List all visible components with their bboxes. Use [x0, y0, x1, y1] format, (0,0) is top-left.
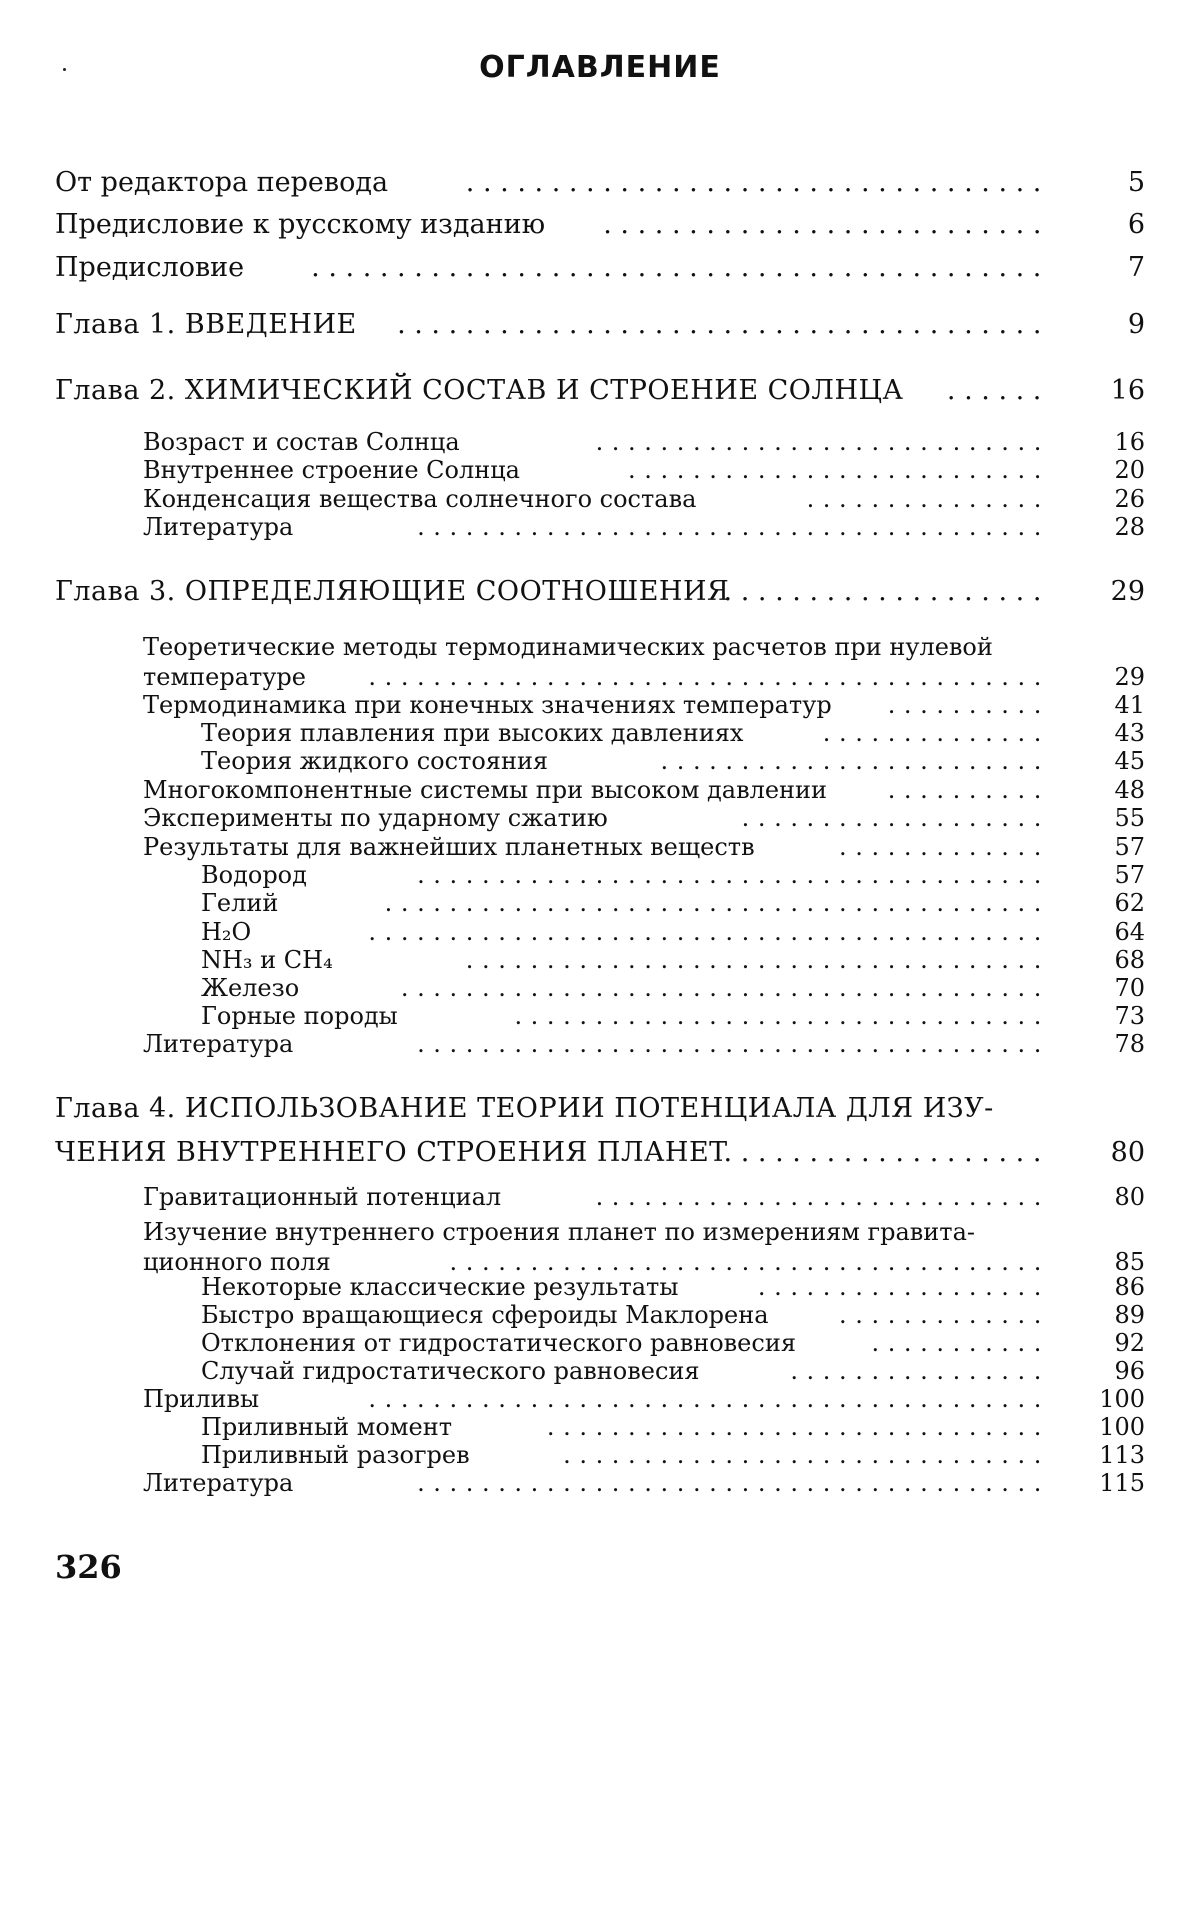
toc-entry[interactable] — [55, 512, 1145, 546]
toc-entry-page: 64 — [1114, 918, 1145, 946]
toc-entry-title: Некоторые классические результаты — [201, 1273, 679, 1301]
toc-entry-title: Термодинамика при конечных значениях температур — [143, 691, 832, 719]
toc-entry[interactable] — [55, 168, 1145, 202]
page-title: ОГЛАВЛЕНИЕ — [479, 50, 721, 85]
toc-entry-page: 62 — [1114, 889, 1145, 917]
toc-entry-title: Теория плавления при высоких давлениях — [201, 719, 744, 747]
dot-leader: ................................. — [514, 1002, 1050, 1030]
dot-leader: ................... — [723, 1138, 1050, 1168]
dot-leader: ................... — [741, 804, 1050, 832]
toc-entry-title: Внутреннее строение Солнца — [143, 456, 520, 484]
toc-entry-title: Литература — [143, 1030, 294, 1058]
dot-leader: ..................................... — [449, 1248, 1050, 1276]
dot-leader: ............... — [806, 485, 1050, 513]
toc-entry-page: 5 — [1127, 167, 1145, 198]
dot-leader: ......................................... — [384, 889, 1050, 917]
toc-entry[interactable] — [55, 1029, 1145, 1063]
toc-entry-page: 115 — [1099, 1469, 1145, 1497]
dot-leader: ....................................... — [417, 1030, 1050, 1058]
toc-entry-title: Глава 3. ОПРЕДЕЛЯЮЩИЕ СООТНОШЕНИЯ — [55, 576, 730, 607]
toc-entry-page: 80 — [1114, 1183, 1145, 1211]
toc-entry-page: 16 — [1114, 428, 1145, 456]
dot-leader: ............................ — [595, 428, 1050, 456]
dot-leader: ........................................... — [311, 253, 1050, 283]
toc-entry-page: 16 — [1110, 375, 1145, 406]
toc-entry-page: 92 — [1114, 1329, 1145, 1357]
dot-leader: .............................. — [563, 1441, 1050, 1469]
toc-entry-page: 89 — [1114, 1301, 1145, 1329]
toc-entry-title: Теория жидкого состояния — [201, 747, 549, 775]
dot-leader: ...................................... — [397, 310, 1050, 340]
toc-entry-title: Возраст и состав Солнца — [143, 428, 460, 456]
toc-entry-title: Глава 4. ИСПОЛЬЗОВАНИЕ ТЕОРИИ ПОТЕНЦИАЛА ДЛЯ ИЗУ- — [55, 1093, 994, 1124]
toc-entry-title: Приливный момент — [201, 1413, 453, 1441]
toc-entry[interactable] — [55, 1217, 1145, 1276]
toc-entry-page: 85 — [1114, 1248, 1145, 1276]
dot-leader: ............................... — [546, 1413, 1050, 1441]
toc-entry-page: 78 — [1114, 1030, 1145, 1058]
toc-entry-page: 68 — [1114, 946, 1145, 974]
toc-entry-title: Быстро вращающиеся сфероиды Маклорена — [201, 1301, 769, 1329]
toc-entry-title: Приливы — [143, 1385, 260, 1413]
dot-leader: ............. — [839, 1301, 1050, 1329]
toc-entry[interactable] — [55, 310, 1145, 344]
dot-leader: ................... — [723, 577, 1050, 607]
toc-entry-title: Глава 2. ХИМИЧЕСКИЙ СОСТАВ И СТРОЕНИЕ СОЛНЦА — [55, 375, 904, 406]
toc-entry-page: 20 — [1114, 456, 1145, 484]
toc-entry-page: 80 — [1110, 1137, 1145, 1168]
toc-entry-page: 7 — [1127, 252, 1145, 283]
dot-leader: .......... — [887, 691, 1050, 719]
dot-leader: .......................................... — [368, 918, 1050, 946]
toc-entry-title: Литература — [143, 513, 294, 541]
dot-leader: ........................................ — [400, 974, 1050, 1002]
toc-entry-page: 48 — [1114, 776, 1145, 804]
dot-leader: ............. — [839, 833, 1050, 861]
toc-entry-page: 57 — [1114, 833, 1145, 861]
toc-entry-title-continued: температуре — [143, 663, 306, 691]
toc-entry[interactable] — [55, 1182, 1145, 1216]
toc-entry-title: Гравитационный потенциал — [143, 1183, 502, 1211]
toc-entry-page: 29 — [1110, 576, 1145, 607]
toc-entry-page: 100 — [1099, 1385, 1145, 1413]
toc-entry-page: 41 — [1114, 691, 1145, 719]
toc-entry-title: Эксперименты по ударному сжатию — [143, 804, 608, 832]
toc-entry-title: От редактора перевода — [55, 167, 389, 198]
print-speck — [63, 68, 66, 71]
toc-entry[interactable] — [55, 253, 1145, 287]
toc-entry-page: 28 — [1114, 513, 1145, 541]
dot-leader: .................................. — [465, 168, 1050, 198]
dot-leader: .......................... — [603, 210, 1050, 240]
toc-entry-title: Глава 1. ВВЕДЕНИЕ — [55, 309, 357, 340]
toc-entry-title: Отклонения от гидростатического равновесия — [201, 1329, 796, 1357]
toc-entry-title: Конденсация вещества солнечного состава — [143, 485, 697, 513]
toc-entry[interactable] — [55, 577, 1145, 611]
dot-leader: ............................ — [595, 1183, 1050, 1211]
page-number: 326 — [55, 1548, 122, 1586]
toc-entry-title: Многокомпонентные системы при высоком давлении — [143, 776, 828, 804]
toc-entry[interactable] — [55, 210, 1145, 244]
dot-leader: .......... — [887, 776, 1050, 804]
dot-leader: .......................... — [628, 456, 1050, 484]
toc-entry-page: 9 — [1127, 309, 1145, 340]
toc-entry-title: Случай гидростатического равновесия — [201, 1357, 700, 1385]
dot-leader: .............. — [822, 719, 1050, 747]
toc-entry-title: Гелий — [201, 889, 279, 917]
toc-entry-title: Водород — [201, 861, 307, 889]
toc-entry-title: H₂O — [201, 918, 252, 946]
dot-leader: ....................................... — [417, 861, 1050, 889]
dot-leader: .......................................... — [368, 1385, 1050, 1413]
dot-leader: ...... — [946, 376, 1050, 406]
toc-entry-page: 29 — [1114, 663, 1145, 691]
toc-entry-page: 100 — [1099, 1413, 1145, 1441]
toc-entry-title-continued: ционного поля — [143, 1248, 331, 1276]
dot-leader: .................. — [757, 1273, 1050, 1301]
toc-entry-title: Приливный разогрев — [201, 1441, 470, 1469]
dot-leader: .......................................... — [368, 663, 1050, 691]
toc-entry-page: 26 — [1114, 485, 1145, 513]
toc-entry-title: Литература — [143, 1469, 294, 1497]
toc-entry-page: 113 — [1099, 1441, 1145, 1469]
toc-entry-page: 57 — [1114, 861, 1145, 889]
toc-entry-page: 86 — [1114, 1273, 1145, 1301]
toc-entry-title: NH₃ и CH₄ — [201, 946, 333, 974]
toc-entry-page: 6 — [1127, 209, 1145, 240]
toc-entry-title: Результаты для важнейших планетных веществ — [143, 833, 755, 861]
toc-entry-title: Железо — [201, 974, 300, 1002]
toc-entry[interactable] — [55, 376, 1145, 410]
toc-entry[interactable] — [55, 632, 1145, 691]
toc-entry-title: Предисловие — [55, 252, 245, 283]
toc-entry-page: 43 — [1114, 719, 1145, 747]
dot-leader: ........................ — [660, 747, 1050, 775]
dot-leader: ....................................... — [417, 1469, 1050, 1497]
toc-entry-page: 55 — [1114, 804, 1145, 832]
toc-entry-page: 96 — [1114, 1357, 1145, 1385]
dot-leader: ................ — [790, 1357, 1050, 1385]
toc-entry[interactable] — [55, 1468, 1145, 1502]
toc-entry-title: Изучение внутреннего строения планет по измерениям гравита- — [143, 1218, 975, 1246]
toc-entry-title: Теоретические методы термодинамических расчетов при нулевой — [143, 633, 993, 661]
dot-leader: .................................... — [465, 946, 1050, 974]
toc-entry-page: 73 — [1114, 1002, 1145, 1030]
toc-entry-title: Горные породы — [201, 1002, 398, 1030]
dot-leader: ....................................... — [417, 513, 1050, 541]
toc-entry-title-continued: ЧЕНИЯ ВНУТРЕННЕГО СТРОЕНИЯ ПЛАНЕТ — [55, 1137, 728, 1168]
toc-entry[interactable] — [55, 1093, 1145, 1168]
toc-entry-page: 45 — [1114, 747, 1145, 775]
toc-entry-title: Предисловие к русскому изданию — [55, 209, 546, 240]
dot-leader: ........... — [871, 1329, 1050, 1357]
toc-entry-page: 70 — [1114, 974, 1145, 1002]
